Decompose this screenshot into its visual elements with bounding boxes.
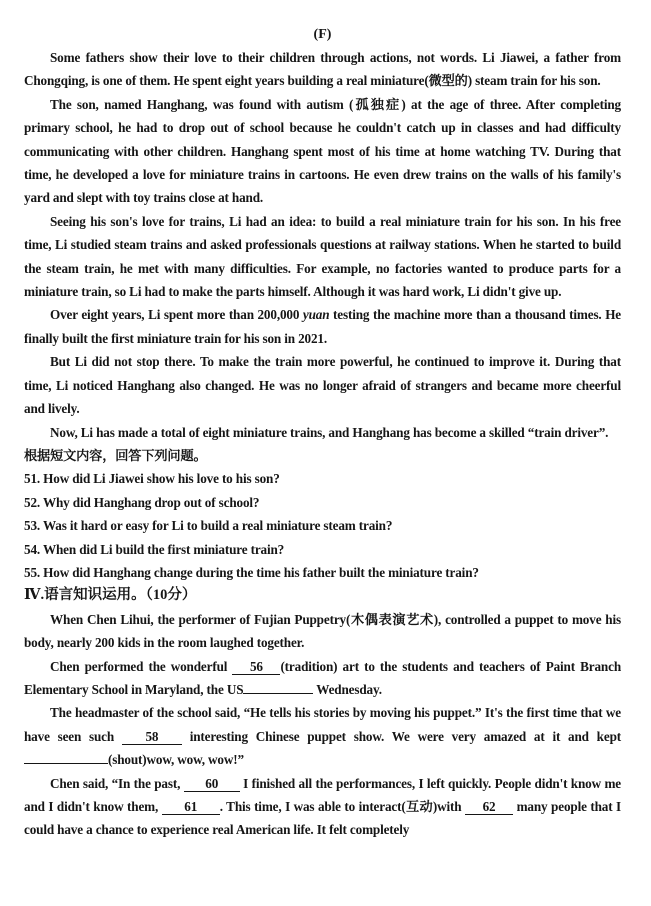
passage-paragraph-3: Seeing his son's love for trains, Li had an idea: to build a real miniature train for his son. In his free time, Li studied steam trains and asked professionals questions at railway stations. When he started to build the steam train, he met with many difficulties. For example, no factories wanted to produce parts for a miniature train, so Li had to make the parts himself. Although it was hard work, Li didn't give up. [24,213,621,300]
blank-62[interactable]: 62 [465,800,513,815]
section-4-paragraph-2 [24,655,621,702]
cloze-text-3c: (shout)wow, wow, wow!” [108,752,244,768]
passage-paragraph-6: Now, Li has made a total of eight miniature trains, and Hanghang has become a skilled “train driver”. [50,424,609,440]
section-4-paragraph-4 [24,772,621,842]
passage-paragraph-4 [24,303,621,350]
section-4-paragraph-1: When Chen Lihui, the performer of Fujian Puppetry(木偶表演艺术), controlled a puppet to move his body, nearly 200 kids in the room laughed together. [24,611,621,651]
passage-paragraph-4-start: Over eight years, Li spent more than 200,000 [50,307,303,323]
cloze-text-4c: . This time, I was able to interact(互动)with [219,799,466,814]
cloze-text-4d: many people that I could have a chance to experience real American life. It felt completely [24,799,621,838]
cloze-text-2a: Chen performed the wonderful [50,658,233,674]
yuan-italic: yuan [302,307,330,323]
question-55: 55. How did Hanghang change during the time his father built the miniature train? [24,564,479,580]
question-52: 52. Why did Hanghang drop out of school? [24,494,260,510]
cloze-text-2c: Wednesday. [316,681,382,697]
answer-instruction: 根据短文内容，回答下列问题。 [24,447,207,463]
passage-paragraph-4-end: testing the machine more than a thousand times. He finally built the first miniature train for his son in 2021. [24,307,622,346]
blank-57[interactable] [243,693,313,694]
question-53: 53. Was it hard or easy for Li to build a real miniature steam train? [24,518,393,534]
passage-paragraph-1: Some fathers show their love to their children through actions, not words. Li Jiawei, a father from Chongqing, is one of them. He spent eight years building a real miniature(微型的) steam train for his son. [24,50,621,89]
blank-56[interactable]: 56 [232,660,280,675]
cloze-text-3a: The headmaster of the school said, “He tells his stories by moving his puppet.” It's the first time that we have seen such [24,705,621,744]
question-54: 54. When did Li build the first miniature train? [24,541,285,557]
cloze-text-4a: Chen said, “In the past, [50,775,184,791]
passage-paragraph-5: But Li did not stop there. To make the train more powerful, he continued to improve it. During that time, Li noticed Hanghang also changed. He was no longer afraid of strangers and became more cheerful and lively. [24,354,621,417]
cloze-text-3b: interesting Chinese puppet show. We were very amazed at it and kept [181,728,621,744]
section-4-paragraph-3 [24,701,621,771]
blank-60[interactable]: 60 [184,777,240,792]
cloze-text-4b: I finished all the performances, I left quickly. People didn't know me and I didn't know them, [24,775,621,814]
blank-58[interactable]: 58 [122,730,182,745]
passage-label: (F) [313,27,332,42]
passage-paragraph-2: The son, named Hanghang, was found with autism (孤独症) at the age of three. After completing primary school, he had to drop out of school because he couldn't catch up in classes and had difficulty communicating with other children. Hanghang spent most of his time at home watching TV. During that time, he developed a love for miniature trains in cartoons. He even drew trains on the walls of his family's yard and slept with toy trains close at hand. [24,96,621,206]
blank-61[interactable]: 61 [162,800,220,815]
blank-59[interactable] [24,763,108,764]
section-4-heading: Ⅳ.语言知识运用。（10分） [24,587,197,604]
question-51: 51. How did Li Jiawei show his love to his son? [24,471,280,487]
cloze-text-2b: (tradition) art to the students and teachers of Paint Branch Elementary School in Maryland, the US [24,658,621,697]
